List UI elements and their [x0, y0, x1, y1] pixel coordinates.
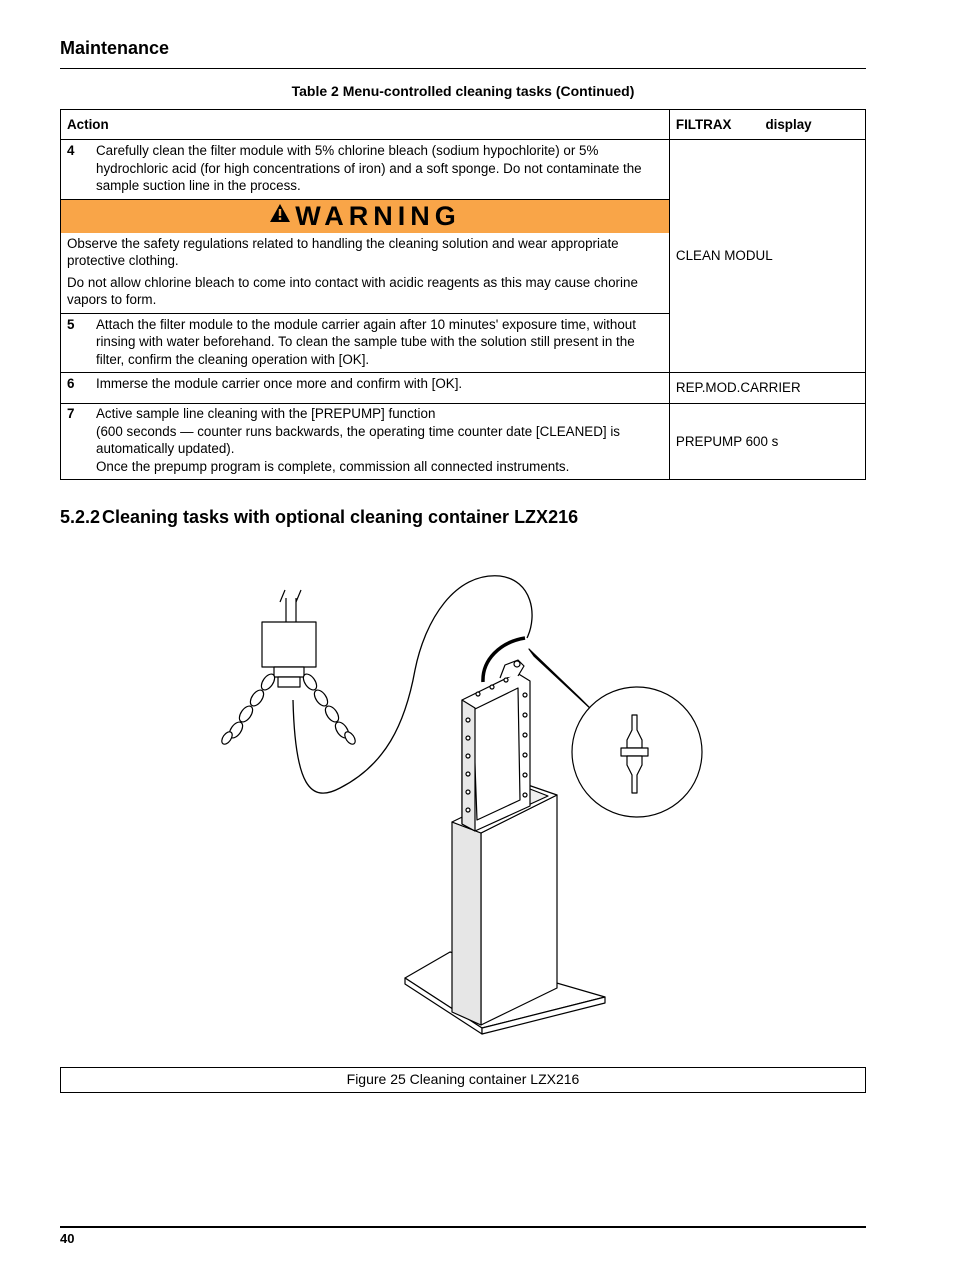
- table-caption: Table 2 Menu-controlled cleaning tasks (Continued): [291, 83, 635, 99]
- section-number: 5.2.2: [60, 507, 101, 527]
- header-display-label: display: [765, 116, 812, 132]
- step-5-text: Attach the filter module to the module carrier again after 10 minutes' exposure time, without rinsing with water beforehand. To clean the sample tube with the solution still present in the filter, confirm the cleaning operation with [OK].: [96, 316, 636, 367]
- step-7-line-2: (600 seconds — counter runs backwards, the operating time counter date [CLEANED] is automatically updated).: [96, 423, 620, 456]
- warning-label: WARNING: [295, 200, 461, 231]
- step-7-line-1: Active sample line cleaning with the [PREPUMP] function: [96, 406, 436, 421]
- step-6-text: Immerse the module carrier once more and confirm with [OK].: [96, 376, 463, 391]
- warning-triangle-icon: [269, 198, 291, 231]
- step-5-cell: [61, 313, 670, 373]
- footer-divider: [60, 1226, 866, 1228]
- cleaning-container-illustration: [200, 560, 720, 1060]
- warning-banner: [61, 200, 669, 233]
- display-prepump: PREPUMP 600 s: [669, 404, 865, 480]
- display-clean-modul: CLEAN MODUL: [669, 140, 865, 373]
- step-7-number: 7: [67, 406, 75, 421]
- chain-left: [220, 672, 278, 746]
- step-6-number: 6: [67, 376, 75, 391]
- section-heading: [60, 507, 578, 528]
- header-action: Action: [61, 110, 670, 140]
- step-6-cell: [61, 373, 670, 404]
- step-7-cell: [61, 404, 670, 480]
- container-front: [481, 795, 557, 1025]
- step-7-line-3: Once the prepump program is complete, commission all connected instruments.: [96, 458, 570, 474]
- warning-text-2: Do not allow chlorine bleach to come into contact with acidic reagents as this may cause chorine vapors to form.: [67, 274, 638, 307]
- probe-housing: [262, 622, 316, 667]
- step-4-text: Carefully clean the filter module with 5% chlorine bleach (sodium hypochlorite) or 5% hydrochloric acid (for high concentrations of iron) and a soft sponge. Do not contaminate the sample suction line in the process.: [96, 143, 642, 193]
- cleaning-tasks-table: [60, 109, 866, 480]
- section-title: Cleaning tasks with optional cleaning container LZX216: [102, 507, 579, 527]
- table-header-row: [61, 110, 866, 140]
- table-row-step-4: [61, 140, 866, 200]
- step-4-cell: [61, 140, 670, 200]
- table-row-step-7: [61, 404, 866, 480]
- chain-right: [301, 672, 358, 746]
- page-number: 40: [60, 1231, 75, 1246]
- table-row-step-6: [61, 373, 866, 404]
- figure-caption: Figure 25 Cleaning container LZX216: [60, 1067, 866, 1093]
- header-divider: [60, 68, 866, 69]
- container-side: [452, 822, 481, 1025]
- step-4-number: 4: [67, 143, 75, 158]
- header-display: [669, 110, 865, 140]
- page-header-title: Maintenance: [60, 38, 170, 58]
- step-5-number: 5: [67, 316, 75, 332]
- header-display-filtrax: FILTRAX: [675, 116, 732, 132]
- warning-text-1: Observe the safety regulations related to handling the cleaning solution and wear appropriate protective clothing.: [67, 235, 619, 268]
- warning-cell: [61, 199, 670, 313]
- display-rep-mod-carrier: REP.MOD.CARRIER: [669, 373, 865, 404]
